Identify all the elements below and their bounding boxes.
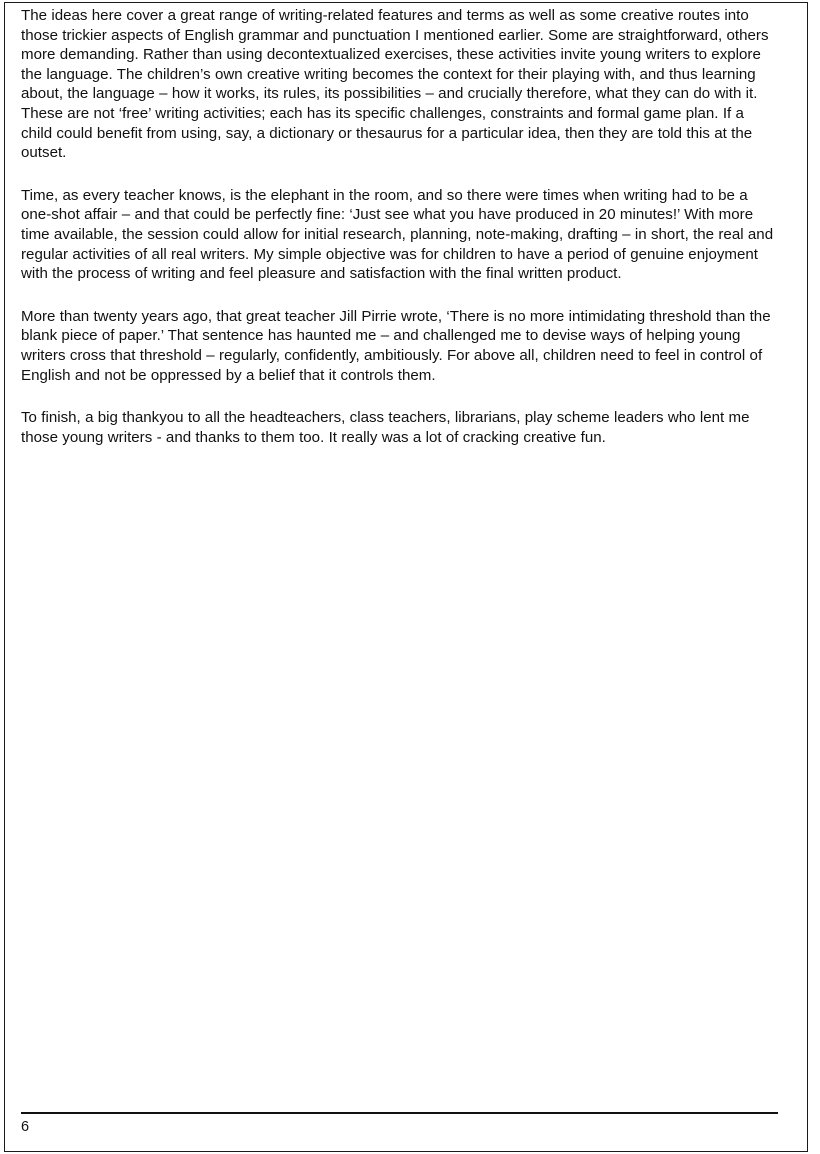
- body-paragraph-3: More than twenty years ago, that great teacher Jill Pirrie wrote, ‘There is no more intimidating threshold than the blank piece of paper.’ That sentence has haunted me – and challenged me to devise ways of helping young writers cross that threshold – regularly, confidently, ambitiously. For above all, children need to feel in control of English and not be oppressed by a belief that it controls them.: [21, 307, 771, 384]
- footer-divider: [21, 1112, 778, 1114]
- page-number: 6: [21, 1119, 30, 1135]
- page-content: [21, 6, 779, 447]
- page-footer: [21, 1112, 779, 1136]
- body-paragraph-2: Time, as every teacher knows, is the elephant in the room, and so there were times when writing had to be a one-shot affair – and that could be perfectly fine: ‘Just see what you have produced in 20 minutes!’ With more time available, the session could allow for initial research, planning, note-making, drafting – in short, the real and regular activities of all real writers. My simple objective was for children to have a period of genuine enjoyment with the process of writing and feel pleasure and satisfaction with the final written product.: [21, 186, 774, 283]
- body-paragraph-1: The ideas here cover a great range of writing-related features and terms as well as some creative routes into those trickier aspects of English grammar and punctuation I mentioned earlier. Some are straightforward, others more demanding. Rather than using decontextualized exercises, these activities invite young writers to explore the language. The children’s own creative writing becomes the context for their playing with, and thus learning about, the language – how it works, its rules, its possibilities – and crucially therefore, what they can do with it. These are not ‘free’ writing activities; each has its specific challenges, constraints and formal game plan. If a child could benefit from using, say, a dictionary or thesaurus for a particular idea, then they are told this at the outset.: [21, 7, 769, 162]
- body-paragraph-4: To finish, a big thankyou to all the headteachers, class teachers, librarians, play scheme leaders who lent me those young writers - and thanks to them too. It really was a lot of cracking creative fun.: [21, 409, 750, 446]
